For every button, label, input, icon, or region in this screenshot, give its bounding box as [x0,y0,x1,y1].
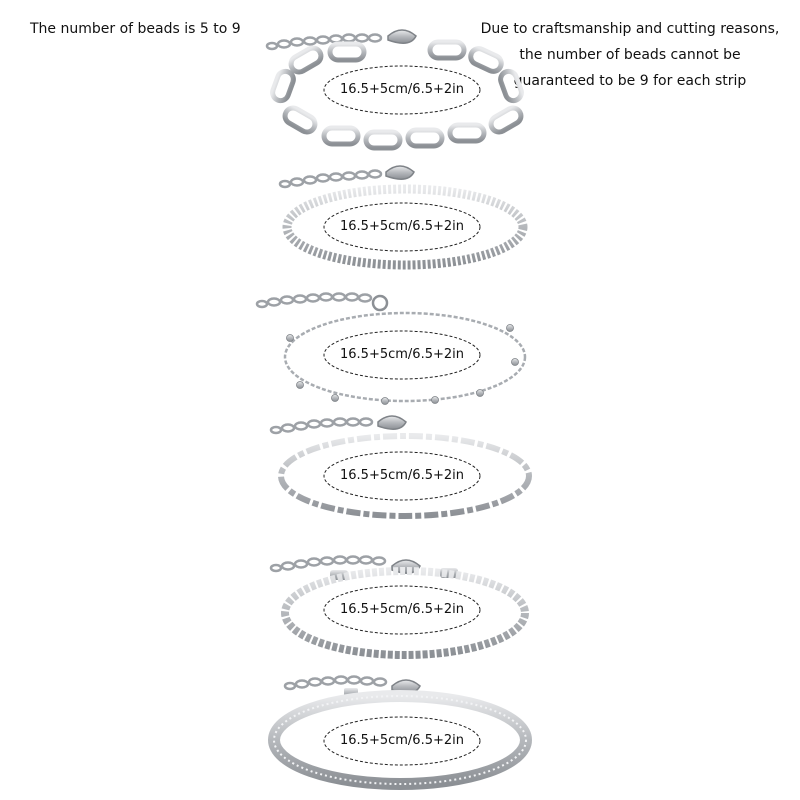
bracelet-size-label: 16.5+5cm/6.5+2in [340,82,464,97]
bracelet-size-label: 16.5+5cm/6.5+2in [340,347,464,362]
spring-ring-clasp [373,296,387,310]
bead-count-note: The number of beads is 5 to 9 [30,21,241,37]
bracelet-size-label: 16.5+5cm/6.5+2in [340,468,464,483]
bracelet-herringbone-chain [274,677,526,785]
bracelet-size-label: 16.5+5cm/6.5+2in [340,602,464,617]
lobster-clasp [388,30,416,43]
bracelet-size-label: 16.5+5cm/6.5+2in [340,733,464,748]
bracelet-size-label: 16.5+5cm/6.5+2in [340,219,464,234]
lobster-clasp [378,416,406,429]
extender-chain [257,294,371,308]
bracelet-box-chain [280,166,523,265]
extender-chain [280,171,381,188]
lobster-clasp [386,166,414,179]
craftsmanship-note-line: guaranteed to be 9 for each strip [513,73,747,89]
extender-chain [271,557,385,572]
bracelet-figaro-chain [271,416,529,516]
satellite-beads [287,325,519,405]
extender-chain [285,677,386,690]
craftsmanship-note-line: Due to craftsmanship and cutting reasons, [480,21,780,37]
extender-chain [271,419,372,434]
craftsmanship-note-line: the number of beads cannot be [519,47,741,63]
